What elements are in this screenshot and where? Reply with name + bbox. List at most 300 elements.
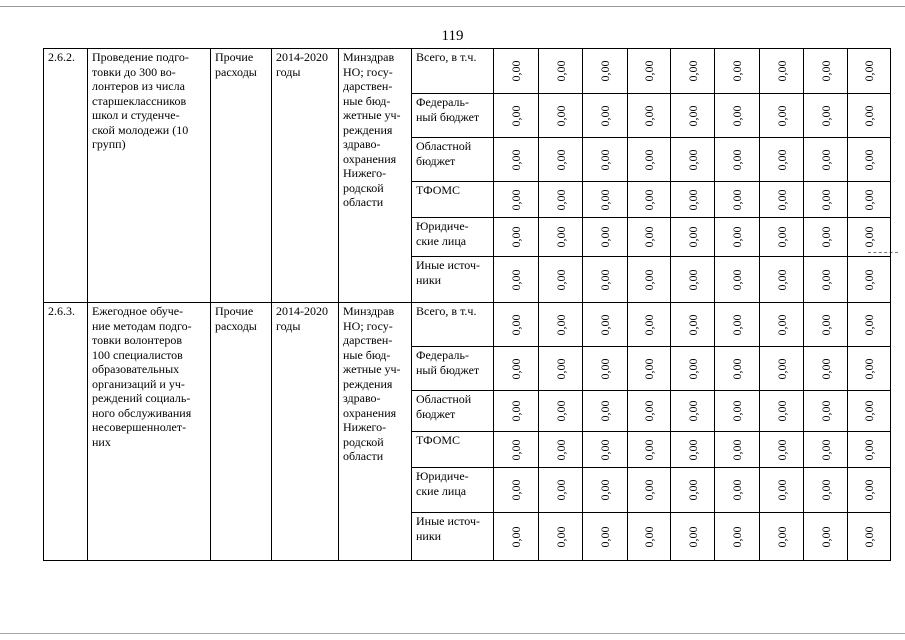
value-text: 0,00 bbox=[553, 269, 568, 290]
value-text: 0,00 bbox=[818, 526, 833, 547]
value-text: 0,00 bbox=[508, 479, 523, 501]
value-text: 0,00 bbox=[818, 314, 833, 335]
value-text: 0,00 bbox=[685, 269, 700, 290]
value-text: 0,00 bbox=[641, 189, 656, 210]
value-text: 0,00 bbox=[729, 189, 744, 210]
value-text: 0,00 bbox=[729, 526, 744, 547]
value-text: 0,00 bbox=[597, 400, 612, 422]
value-cell bbox=[583, 182, 628, 218]
executor-line: жетные уч- bbox=[343, 362, 401, 376]
value-cell bbox=[539, 391, 583, 432]
value-text: 0,00 bbox=[597, 439, 612, 460]
value-cell bbox=[494, 303, 539, 347]
value-text: 0,00 bbox=[861, 149, 876, 170]
value-cell bbox=[804, 94, 848, 138]
value-cell bbox=[760, 182, 804, 218]
executor-line: жетные уч- bbox=[343, 108, 401, 122]
value-text: 0,00 bbox=[685, 105, 700, 126]
value-cell bbox=[848, 94, 891, 138]
value-cell bbox=[804, 218, 848, 257]
value-text: 0,00 bbox=[861, 439, 876, 460]
table-row bbox=[44, 303, 891, 347]
value-cell bbox=[628, 49, 671, 94]
value-cell bbox=[539, 432, 583, 468]
value-text: 0,00 bbox=[729, 314, 744, 335]
value-text: 0,00 bbox=[597, 149, 612, 170]
value-text: 0,00 bbox=[553, 400, 568, 422]
value-text: 0,00 bbox=[685, 226, 700, 248]
funding-source bbox=[412, 182, 494, 218]
executor-line: НО; госу- bbox=[343, 64, 393, 79]
value-cell bbox=[539, 218, 583, 257]
value-cell bbox=[715, 513, 760, 561]
value-text: 0,00 bbox=[685, 526, 700, 547]
executor-line: дарствен- bbox=[343, 79, 393, 93]
value-text: 0,00 bbox=[861, 358, 876, 379]
value-text: 0,00 bbox=[553, 358, 568, 379]
value-text: 0,00 bbox=[729, 439, 744, 460]
funding-source-line: бюджет bbox=[416, 153, 456, 168]
executor-line: родской bbox=[343, 180, 384, 195]
executor-line: Минздрав bbox=[343, 50, 395, 64]
value-text: 0,00 bbox=[685, 60, 700, 82]
value-text: 0,00 bbox=[861, 314, 876, 335]
value-text: 0,00 bbox=[729, 269, 744, 290]
value-cell bbox=[804, 138, 848, 182]
value-text: 0,00 bbox=[508, 226, 523, 248]
value-text: 0,00 bbox=[597, 358, 612, 379]
value-cell bbox=[848, 513, 891, 561]
executor-line: родской bbox=[343, 434, 384, 449]
value-text: 0,00 bbox=[508, 314, 523, 335]
period-line: 2014-2020 bbox=[276, 304, 328, 318]
value-text: 0,00 bbox=[774, 439, 789, 460]
value-cell bbox=[583, 218, 628, 257]
page-number: 119 bbox=[441, 28, 464, 44]
value-cell bbox=[848, 218, 891, 257]
value-text: 0,00 bbox=[818, 226, 833, 248]
expense-type-line: Прочие bbox=[215, 304, 254, 318]
value-cell bbox=[715, 49, 760, 94]
funding-source-line: ТФОМС bbox=[416, 183, 461, 197]
executor-line: реждения bbox=[343, 376, 393, 391]
item-name-line: лонтеров из числа bbox=[92, 79, 185, 93]
value-cell bbox=[715, 347, 760, 391]
value-text: 0,00 bbox=[685, 358, 700, 379]
executor-line: охранения bbox=[343, 405, 397, 420]
value-cell bbox=[671, 49, 715, 94]
value-cell bbox=[628, 257, 671, 303]
value-text: 0,00 bbox=[641, 400, 656, 422]
value-cell bbox=[848, 49, 891, 94]
value-cell bbox=[494, 513, 539, 561]
executor-line: ные бюд- bbox=[343, 93, 391, 108]
value-text: 0,00 bbox=[818, 269, 833, 290]
value-cell bbox=[628, 138, 671, 182]
value-text: 0,00 bbox=[774, 479, 789, 501]
value-text: 0,00 bbox=[553, 60, 568, 82]
value-cell bbox=[760, 432, 804, 468]
value-text: 0,00 bbox=[729, 358, 744, 379]
value-text: 0,00 bbox=[641, 358, 656, 379]
period-line: годы bbox=[276, 318, 301, 333]
item-name-line: ской молодежи (10 bbox=[92, 122, 189, 137]
value-text: 0,00 bbox=[553, 314, 568, 335]
value-cell bbox=[583, 257, 628, 303]
item-name-line: старшеклассников bbox=[92, 93, 187, 108]
item-number: 2.6.3. bbox=[44, 303, 88, 561]
budget-table bbox=[43, 48, 891, 561]
value-cell bbox=[671, 218, 715, 257]
executor-line: Нижего- bbox=[343, 420, 387, 434]
value-cell bbox=[671, 513, 715, 561]
value-cell bbox=[760, 468, 804, 513]
value-text: 0,00 bbox=[553, 189, 568, 210]
value-text: 0,00 bbox=[508, 269, 523, 290]
value-text: 0,00 bbox=[861, 479, 876, 501]
value-text: 0,00 bbox=[641, 314, 656, 335]
value-text: 0,00 bbox=[729, 105, 744, 126]
scan-edge-bottom bbox=[0, 633, 905, 634]
value-text: 0,00 bbox=[774, 189, 789, 210]
value-text: 0,00 bbox=[729, 60, 744, 82]
value-cell bbox=[760, 303, 804, 347]
value-cell bbox=[583, 468, 628, 513]
value-text: 0,00 bbox=[774, 400, 789, 422]
executor-line: области bbox=[343, 449, 384, 463]
funding-source bbox=[412, 303, 494, 347]
executor-line: здраво- bbox=[343, 391, 381, 405]
item-name-line: школ и студенче- bbox=[92, 108, 180, 122]
value-cell bbox=[804, 347, 848, 391]
value-cell bbox=[760, 513, 804, 561]
period bbox=[272, 49, 339, 303]
expense-type-line: расходы bbox=[215, 318, 257, 333]
value-text: 0,00 bbox=[774, 149, 789, 170]
value-text: 0,00 bbox=[641, 226, 656, 248]
executor-line: Минздрав bbox=[343, 304, 395, 318]
value-text: 0,00 bbox=[641, 479, 656, 501]
value-text: 0,00 bbox=[508, 149, 523, 170]
item-name bbox=[88, 303, 211, 561]
item-number: 2.6.2. bbox=[44, 49, 88, 303]
value-text: 0,00 bbox=[641, 439, 656, 460]
value-cell bbox=[848, 391, 891, 432]
value-cell bbox=[760, 347, 804, 391]
value-cell bbox=[804, 468, 848, 513]
value-cell bbox=[671, 432, 715, 468]
value-cell bbox=[671, 391, 715, 432]
executor-line: Нижего- bbox=[343, 166, 387, 180]
value-text: 0,00 bbox=[553, 226, 568, 248]
value-cell bbox=[494, 49, 539, 94]
item-name-line: организаций и уч- bbox=[92, 376, 185, 391]
period bbox=[272, 303, 339, 561]
funding-source-line: Всего, в т.ч. bbox=[416, 304, 477, 318]
value-cell bbox=[539, 182, 583, 218]
value-cell bbox=[494, 138, 539, 182]
value-cell bbox=[494, 432, 539, 468]
value-cell bbox=[804, 257, 848, 303]
value-cell bbox=[848, 432, 891, 468]
value-cell bbox=[848, 257, 891, 303]
value-cell bbox=[628, 347, 671, 391]
value-text: 0,00 bbox=[597, 314, 612, 335]
value-text: 0,00 bbox=[685, 400, 700, 422]
funding-source-line: ТФОМС bbox=[416, 433, 461, 447]
table-row bbox=[44, 49, 891, 94]
value-cell bbox=[715, 391, 760, 432]
value-cell bbox=[583, 347, 628, 391]
value-text: 0,00 bbox=[818, 189, 833, 210]
value-cell bbox=[848, 182, 891, 218]
expense-type bbox=[211, 49, 272, 303]
funding-source bbox=[412, 391, 494, 432]
value-cell bbox=[539, 347, 583, 391]
value-cell bbox=[539, 138, 583, 182]
funding-source-line: Иные источ- bbox=[416, 514, 481, 528]
funding-source-line: Федераль- bbox=[416, 348, 469, 362]
period-line: 2014-2020 bbox=[276, 50, 328, 64]
value-cell bbox=[671, 182, 715, 218]
funding-source bbox=[412, 513, 494, 561]
value-cell bbox=[494, 257, 539, 303]
value-text: 0,00 bbox=[597, 226, 612, 248]
value-text: 0,00 bbox=[508, 526, 523, 547]
value-text: 0,00 bbox=[774, 526, 789, 547]
value-text: 0,00 bbox=[641, 526, 656, 547]
item-name-line: товки волонтеров bbox=[92, 333, 183, 347]
executor bbox=[339, 49, 412, 303]
value-cell bbox=[760, 94, 804, 138]
value-cell bbox=[628, 182, 671, 218]
item-name bbox=[88, 49, 211, 303]
value-cell bbox=[539, 257, 583, 303]
value-cell bbox=[671, 468, 715, 513]
value-text: 0,00 bbox=[861, 400, 876, 422]
value-cell bbox=[804, 391, 848, 432]
value-text: 0,00 bbox=[729, 400, 744, 422]
funding-source bbox=[412, 94, 494, 138]
value-cell bbox=[671, 94, 715, 138]
value-cell bbox=[539, 303, 583, 347]
value-cell bbox=[760, 49, 804, 94]
value-text: 0,00 bbox=[774, 105, 789, 126]
executor bbox=[339, 303, 412, 561]
value-cell bbox=[715, 432, 760, 468]
value-text: 0,00 bbox=[508, 400, 523, 422]
expense-type-line: расходы bbox=[215, 64, 257, 79]
scan-edge-top bbox=[0, 6, 905, 7]
funding-source-line: Юридиче- bbox=[416, 469, 469, 483]
value-text: 0,00 bbox=[641, 149, 656, 170]
executor-line: НО; госу- bbox=[343, 318, 393, 333]
value-text: 0,00 bbox=[774, 60, 789, 82]
value-text: 0,00 bbox=[685, 149, 700, 170]
value-text: 0,00 bbox=[641, 60, 656, 82]
funding-source-line: Федераль- bbox=[416, 95, 469, 109]
value-text: 0,00 bbox=[553, 149, 568, 170]
item-name-line: образовательных bbox=[92, 362, 180, 376]
value-cell bbox=[715, 94, 760, 138]
value-text: 0,00 bbox=[818, 479, 833, 501]
value-cell bbox=[494, 182, 539, 218]
value-text: 0,00 bbox=[818, 439, 833, 460]
value-text: 0,00 bbox=[685, 189, 700, 210]
value-cell bbox=[671, 138, 715, 182]
value-cell bbox=[583, 94, 628, 138]
value-cell bbox=[760, 218, 804, 257]
value-cell bbox=[539, 513, 583, 561]
value-text: 0,00 bbox=[774, 358, 789, 379]
value-text: 0,00 bbox=[861, 105, 876, 126]
value-text: 0,00 bbox=[508, 60, 523, 82]
funding-source-line: ские лица bbox=[416, 483, 467, 498]
funding-source-line: бюджет bbox=[416, 406, 456, 421]
funding-source bbox=[412, 218, 494, 257]
item-name-line: Ежегодное обуче- bbox=[92, 304, 184, 318]
value-text: 0,00 bbox=[553, 105, 568, 126]
value-cell bbox=[715, 257, 760, 303]
value-cell bbox=[628, 391, 671, 432]
value-cell bbox=[715, 303, 760, 347]
value-text: 0,00 bbox=[774, 226, 789, 248]
value-text: 0,00 bbox=[508, 105, 523, 126]
value-cell bbox=[848, 303, 891, 347]
funding-source-line: Областной bbox=[416, 392, 472, 406]
value-text: 0,00 bbox=[508, 189, 523, 210]
item-name-line: несовершеннолет- bbox=[92, 420, 187, 434]
value-cell bbox=[760, 391, 804, 432]
item-name-line: реждений социаль- bbox=[92, 391, 191, 405]
funding-source-line: Юридиче- bbox=[416, 219, 469, 233]
item-name-line: товки до 300 во- bbox=[92, 64, 176, 79]
item-name-line: ние методам подго- bbox=[92, 318, 192, 333]
funding-source-line: ники bbox=[416, 272, 442, 287]
item-name-line: 100 специалистов bbox=[92, 347, 183, 362]
period-line: годы bbox=[276, 64, 301, 79]
funding-source bbox=[412, 468, 494, 513]
item-name-line: групп) bbox=[92, 137, 126, 151]
value-cell bbox=[715, 468, 760, 513]
value-cell bbox=[583, 303, 628, 347]
value-cell bbox=[494, 391, 539, 432]
funding-source-line: Областной bbox=[416, 139, 472, 153]
value-text: 0,00 bbox=[553, 526, 568, 547]
funding-source bbox=[412, 49, 494, 94]
value-text: 0,00 bbox=[818, 358, 833, 379]
executor-line: области bbox=[343, 195, 384, 209]
expense-type-line: Прочие bbox=[215, 50, 254, 64]
value-text: 0,00 bbox=[597, 269, 612, 290]
value-cell bbox=[671, 347, 715, 391]
value-cell bbox=[715, 218, 760, 257]
value-cell bbox=[583, 513, 628, 561]
value-cell bbox=[848, 347, 891, 391]
value-text: 0,00 bbox=[597, 105, 612, 126]
value-cell bbox=[715, 138, 760, 182]
value-text: 0,00 bbox=[818, 105, 833, 126]
value-text: 0,00 bbox=[508, 439, 523, 460]
value-cell bbox=[628, 513, 671, 561]
value-text: 0,00 bbox=[729, 479, 744, 501]
value-text: 0,00 bbox=[597, 526, 612, 547]
value-cell bbox=[583, 49, 628, 94]
value-cell bbox=[715, 182, 760, 218]
value-text: 0,00 bbox=[553, 479, 568, 501]
value-text: 0,00 bbox=[508, 358, 523, 379]
value-cell bbox=[583, 432, 628, 468]
funding-source-line: ники bbox=[416, 528, 442, 543]
value-cell bbox=[628, 468, 671, 513]
funding-source-line: ские лица bbox=[416, 233, 467, 248]
value-text: 0,00 bbox=[729, 226, 744, 248]
item-name-line: Проведение подго- bbox=[92, 50, 189, 64]
value-cell bbox=[494, 468, 539, 513]
value-cell bbox=[804, 303, 848, 347]
value-cell bbox=[628, 218, 671, 257]
value-cell bbox=[628, 303, 671, 347]
value-text: 0,00 bbox=[641, 105, 656, 126]
value-cell bbox=[760, 138, 804, 182]
funding-source-line: ный бюджет bbox=[416, 109, 480, 124]
funding-source-line: ный бюджет bbox=[416, 362, 480, 377]
value-cell bbox=[583, 391, 628, 432]
value-text: 0,00 bbox=[861, 269, 876, 290]
value-cell bbox=[539, 49, 583, 94]
value-text: 0,00 bbox=[818, 60, 833, 82]
value-text: 0,00 bbox=[818, 400, 833, 422]
executor-line: охранения bbox=[343, 151, 397, 166]
value-text: 0,00 bbox=[597, 189, 612, 210]
value-cell bbox=[494, 94, 539, 138]
value-text: 0,00 bbox=[597, 60, 612, 82]
executor-line: реждения bbox=[343, 122, 393, 137]
value-cell bbox=[760, 257, 804, 303]
value-cell bbox=[804, 182, 848, 218]
executor-line: здраво- bbox=[343, 137, 381, 151]
value-text: 0,00 bbox=[861, 60, 876, 82]
value-cell bbox=[671, 257, 715, 303]
value-text: 0,00 bbox=[861, 189, 876, 210]
value-cell bbox=[539, 94, 583, 138]
value-text: 0,00 bbox=[818, 149, 833, 170]
value-text: 0,00 bbox=[685, 439, 700, 460]
value-cell bbox=[583, 138, 628, 182]
value-text: 0,00 bbox=[774, 269, 789, 290]
value-text: 0,00 bbox=[597, 479, 612, 501]
value-text: 0,00 bbox=[685, 479, 700, 501]
value-cell bbox=[494, 218, 539, 257]
value-cell bbox=[628, 432, 671, 468]
value-cell bbox=[804, 513, 848, 561]
value-text: 0,00 bbox=[553, 439, 568, 460]
funding-source bbox=[412, 432, 494, 468]
value-cell bbox=[628, 94, 671, 138]
executor-line: дарствен- bbox=[343, 333, 393, 347]
funding-source-line: Иные источ- bbox=[416, 258, 481, 272]
value-cell bbox=[671, 303, 715, 347]
value-text: 0,00 bbox=[861, 526, 876, 547]
value-text: 0,00 bbox=[729, 149, 744, 170]
funding-source bbox=[412, 257, 494, 303]
value-text: 0,00 bbox=[861, 226, 876, 248]
value-cell bbox=[804, 432, 848, 468]
funding-source-line: Всего, в т.ч. bbox=[416, 50, 477, 64]
value-cell bbox=[804, 49, 848, 94]
item-name-line: ного обслуживания bbox=[92, 405, 192, 420]
value-text: 0,00 bbox=[685, 314, 700, 335]
